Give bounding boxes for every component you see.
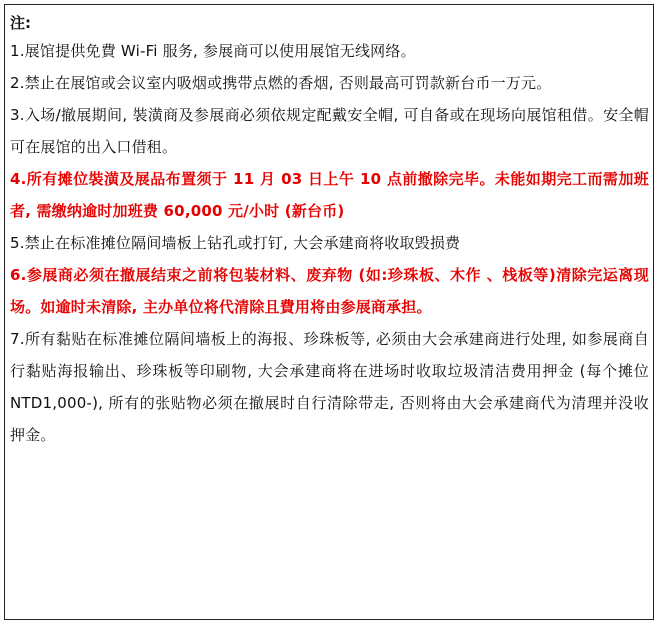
note-number: 6.: [10, 266, 27, 284]
note-text: 所有摊位裝潢及展品布置须于 11 月 03 日上午 10 点前撤除完毕。未能如期完工而需加班者, 需缴纳逾时加班费 60,000 元/小时 (新台币): [10, 170, 649, 220]
note-number: 3.: [10, 106, 25, 124]
note-text: 禁止在标准摊位隔间墙板上钻孔或打钉, 大会承建商将收取毁损费: [24, 234, 461, 252]
note-number: 7.: [10, 330, 25, 348]
notice-title: 注:: [10, 14, 31, 32]
note-number: 1.: [10, 42, 25, 60]
note-number: 5.: [10, 234, 25, 252]
note-item-2: [10, 67, 649, 99]
notice-box: [4, 4, 654, 620]
note-text: 展馆提供免費 Wi-Fi 服务, 参展商可以使用展馆无线网络。: [24, 42, 416, 60]
note-text: 入场/撤展期间, 裝潢商及参展商必须依规定配戴安全帽, 可自备或在现场向展馆租借。安全帽可在展馆的出入口借租。: [10, 106, 649, 156]
note-text: 禁止在展馆或会议室内吸烟或携带点燃的香烟, 否则最高可罚款新台币一万元。: [24, 74, 552, 92]
note-item-4-highlighted: [10, 163, 649, 227]
note-item-6-highlighted: [10, 259, 649, 323]
note-item-7: [10, 323, 649, 451]
note-text: 所有黏贴在标准摊位隔间墙板上的海报、珍珠板等, 必须由大会承建商进行处理, 如参展商自行黏贴海报输出、珍珠板等印刷物, 大会承建商将在进场时收取垃圾清洁费用押金 (每个摊位 NTD1,000-), 所有的张贴物必须在撤展时自行清除带走, 否则将由大会承建商代为清理并没收押金。: [10, 330, 649, 444]
note-item-5: [10, 227, 649, 259]
note-text: 参展商必须在撤展结束之前将包装材料、废弃物 (如:珍珠板、木作 、栈板等)清除完运离现场。如逾时未清除, 主办单位将代清除且費用将由参展商承担。: [10, 266, 649, 316]
note-number: 4.: [10, 170, 27, 188]
note-number: 2.: [10, 74, 25, 92]
note-item-1: [10, 35, 649, 67]
note-item-3: [10, 99, 649, 163]
